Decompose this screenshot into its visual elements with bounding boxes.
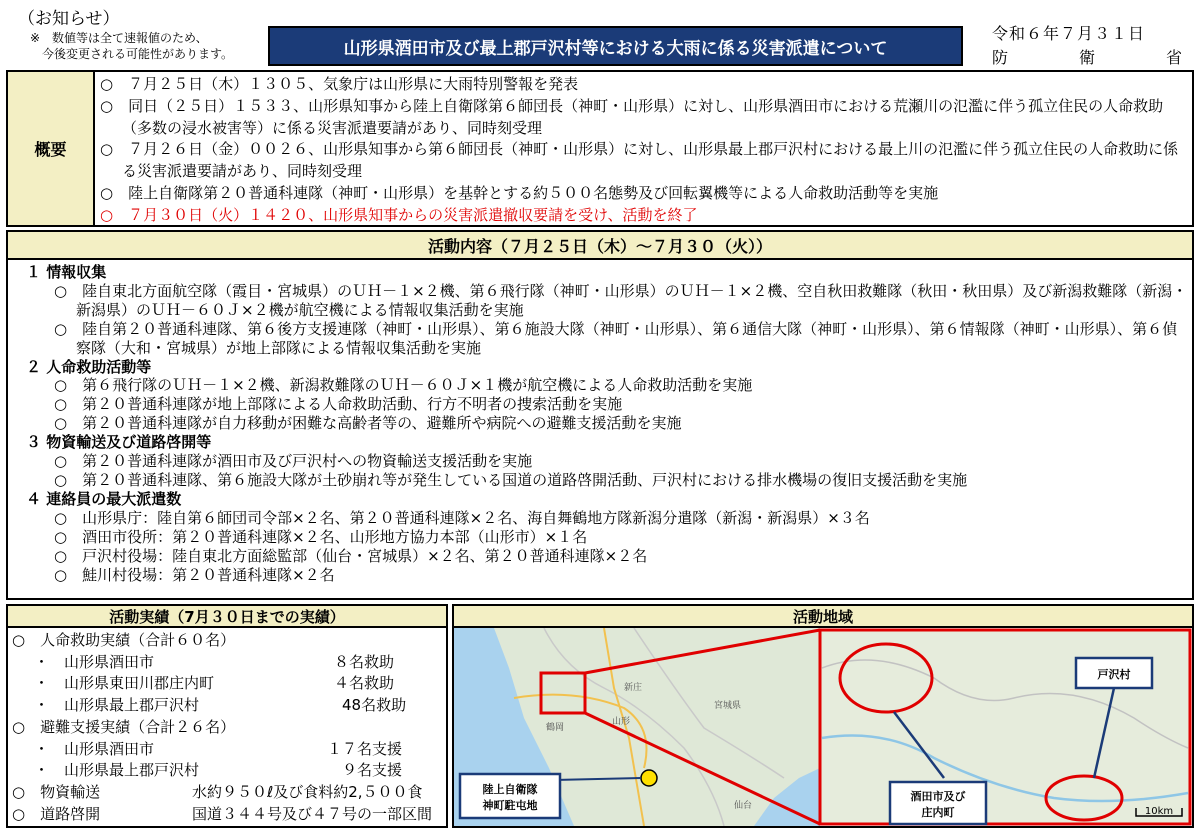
result-place: ・ 山形県最上郡戸沢村 bbox=[34, 696, 200, 715]
notice-label: （お知らせ） bbox=[18, 9, 120, 29]
disclaimer-line-1: ※ 数値等は全て速報値のため、 bbox=[30, 31, 208, 45]
activity-item: ○ 陸自東北方面航空隊（霞目・宮城県）のＵＨ－１×２機、第６飛行隊（神町・山形県）のＵＨ－１×２機、空自秋田救難隊（秋田・秋田県）及び新潟救難隊（新潟・新潟県）のＵＨ－６０Ｊ×２機が航空機による情報収集活動を実施 bbox=[54, 281, 1188, 319]
ministry-name bbox=[992, 46, 1182, 70]
jinmachi-label-line2: 神町駐屯地 bbox=[482, 799, 538, 812]
activity-item: ○ 鮭川村役場：第２０普通科連隊×２名 bbox=[54, 565, 335, 584]
activity-item: ○ 酒田市役所：第２０普通科連隊×２名、山形地方協力本部（山形市）×１名 bbox=[54, 527, 588, 546]
map-label-yamagata: 山形 bbox=[612, 717, 631, 727]
result-row bbox=[12, 652, 446, 674]
result-value: ４名救助 bbox=[334, 674, 395, 693]
overview-body bbox=[100, 74, 1188, 227]
activity-item: ○ 第２０普通科連隊が地上部隊による人命救助活動、行方不明者の捜索活動を実施 bbox=[54, 395, 623, 414]
map-label-tsuruoka: 鶴岡 bbox=[546, 723, 565, 733]
overview-item: ○ 陸上自衛隊第２０普通科連隊（神町・山形県）を基幹とする約５００名態勢及び回転翼機等による人命救助活動等を実施 bbox=[100, 183, 939, 202]
result-place: ・ 山形県酒田市 bbox=[34, 652, 155, 671]
supplies-value: 水約９５０ℓ及び食料約2,５００食 bbox=[192, 782, 423, 801]
scale-label: 10km bbox=[1144, 806, 1174, 817]
result-place: ・ 山形県最上郡戸沢村 bbox=[34, 761, 200, 780]
jinmachi-label-line1: 陸上自衛隊 bbox=[482, 783, 538, 796]
section-title-liaison: ４ 連絡員の最大派遣数 bbox=[26, 489, 182, 508]
activity-heading: 活動内容（７月２５日（木）～７月３０（火）） bbox=[8, 232, 1192, 260]
activity-item: ○ 第２０普通科連隊、第６施設大隊が土砂崩れ等が発生している国道の道路啓開活動、戸沢村における排水機場の復旧支援活動を実施 bbox=[54, 470, 968, 489]
document-title-text: 山形県酒田市及び最上郡戸沢村等における大雨に係る災害派遣について bbox=[343, 38, 888, 59]
section-title-info: １ 情報収集 bbox=[26, 263, 107, 281]
result-value: １７名支援 bbox=[327, 739, 403, 758]
overview-label: 概要 bbox=[8, 72, 95, 225]
issue-date: 令和６年７月３１日 bbox=[992, 24, 1146, 43]
activity-item: ○ 陸自第２０普通科連隊、第６後方支援連隊（神町・山形県）、第６施設大隊（神町・山形県）、第６通信大隊（神町・山形県）、第６情報隊（神町・山形県）、第６偵察隊（大和・宮城県）が地上部隊による情報収集活動を実施 bbox=[54, 319, 1178, 357]
document-title bbox=[268, 26, 963, 66]
activity-item: ○ 戸沢村役場：陸自東北方面総監部（仙台・宮城県）×２名、第２０普通科連隊×２名 bbox=[54, 546, 648, 565]
tozawa-label: 戸沢村 bbox=[1097, 668, 1131, 681]
overview-item: ○ ７月２５日（木）１３０５、気象庁は山形県に大雨特別警報を発表 bbox=[100, 75, 579, 93]
overview-item-end: ○ ７月３０日（火）１４２０、山形県知事からの災害派遣撤収要請を受け、活動を終了 bbox=[100, 205, 698, 224]
result-place: ・ 山形県酒田市 bbox=[34, 739, 155, 758]
activity-body bbox=[8, 260, 1192, 584]
result-row bbox=[12, 760, 446, 782]
rescue-total-text: ○ 人命救助実績（合計６０名） bbox=[12, 631, 236, 649]
rescue-total bbox=[12, 630, 446, 652]
area-section bbox=[452, 604, 1194, 828]
supplies-row bbox=[12, 782, 446, 804]
overview-item: ○ ７月２６日（金）００２６、山形県知事から第６師団長（神町・山形県）に対し、山形県最上郡戸沢村における最上川の氾濫に伴う孤立住民の人命救助に係る災害派遣要請があり、同時刻受理 bbox=[100, 140, 1179, 181]
area-heading: 活動地域 bbox=[454, 606, 1192, 628]
result-row bbox=[12, 739, 446, 761]
activity-item: ○ 第２０普通科連隊が酒田市及び戸沢村への物資輸送支援活動を実施 bbox=[54, 452, 533, 471]
activity-section bbox=[6, 230, 1194, 600]
results-body bbox=[8, 628, 446, 825]
ministry-char-3: 省 bbox=[1165, 48, 1182, 67]
sakata-label-line2: 庄内町 bbox=[921, 806, 955, 819]
activity-map bbox=[454, 628, 1192, 826]
ministry-char-1: 防 bbox=[992, 48, 1009, 67]
evac-total-text: ○ 避難支援実績（合計２６名） bbox=[12, 717, 236, 736]
result-value: ９名支援 bbox=[342, 761, 403, 780]
map-label-sendai: 仙台 bbox=[734, 801, 753, 811]
activity-item: ○ 山形県庁：陸自第６師団司令部×２名、第２０普通科連隊×２名、海自舞鶴地方隊新潟分遣隊（新潟・新潟県）×３名 bbox=[54, 508, 870, 527]
result-row bbox=[12, 695, 446, 717]
result-value: 48名救助 bbox=[342, 696, 407, 715]
map-label-miyagi: 宮城県 bbox=[714, 701, 742, 711]
roads-label: ○ 道路啓開 bbox=[12, 804, 101, 823]
ministry-char-2: 衛 bbox=[1078, 48, 1095, 67]
sakata-label-line1: 酒田市及び bbox=[910, 790, 966, 803]
activity-item: ○ 第６飛行隊のＵＨ－１×２機、新潟救難隊のＵＨ－６０Ｊ×１機が航空機による人命救助活動を実施 bbox=[54, 376, 753, 395]
roads-row bbox=[12, 804, 446, 826]
result-place: ・ 山形県東田川郡庄内町 bbox=[34, 674, 215, 693]
evac-total bbox=[12, 717, 446, 739]
map-label-shinjo: 新庄 bbox=[624, 683, 643, 693]
jinmachi-marker-icon bbox=[641, 770, 657, 786]
result-row bbox=[12, 673, 446, 695]
results-section bbox=[6, 604, 448, 828]
overview-item: ○ 同日（２５日）１５３３、山形県知事から陸上自衛隊第６師団長（神町・山形県）に対し、山形県酒田市における荒瀬川の氾濫に伴う孤立住民の人命救助（多数の浸水被害等）に係る災害派遣要請があり、同時刻受理 bbox=[100, 96, 1164, 137]
section-title-rescue: ２ 人命救助活動等 bbox=[26, 357, 152, 376]
supplies-label: ○ 物資輸送 bbox=[12, 782, 101, 801]
section-title-transport: ３ 物資輸送及び道路啓開等 bbox=[26, 433, 212, 452]
results-heading: 活動実績（7月３０日までの実績） bbox=[8, 606, 446, 628]
roads-value: 国道３４４号及び４７号の一部区間 bbox=[192, 804, 433, 823]
activity-item: ○ 第２０普通科連隊が自力移動が困難な高齢者等の、避難所や病院への避難支援活動を実施 bbox=[54, 414, 682, 433]
overview-section bbox=[6, 70, 1194, 227]
disclaimer-line-2: 今後変更される可能性があります。 bbox=[30, 47, 234, 61]
result-value: ８名救助 bbox=[334, 652, 395, 671]
disclaimer-note bbox=[30, 30, 233, 62]
